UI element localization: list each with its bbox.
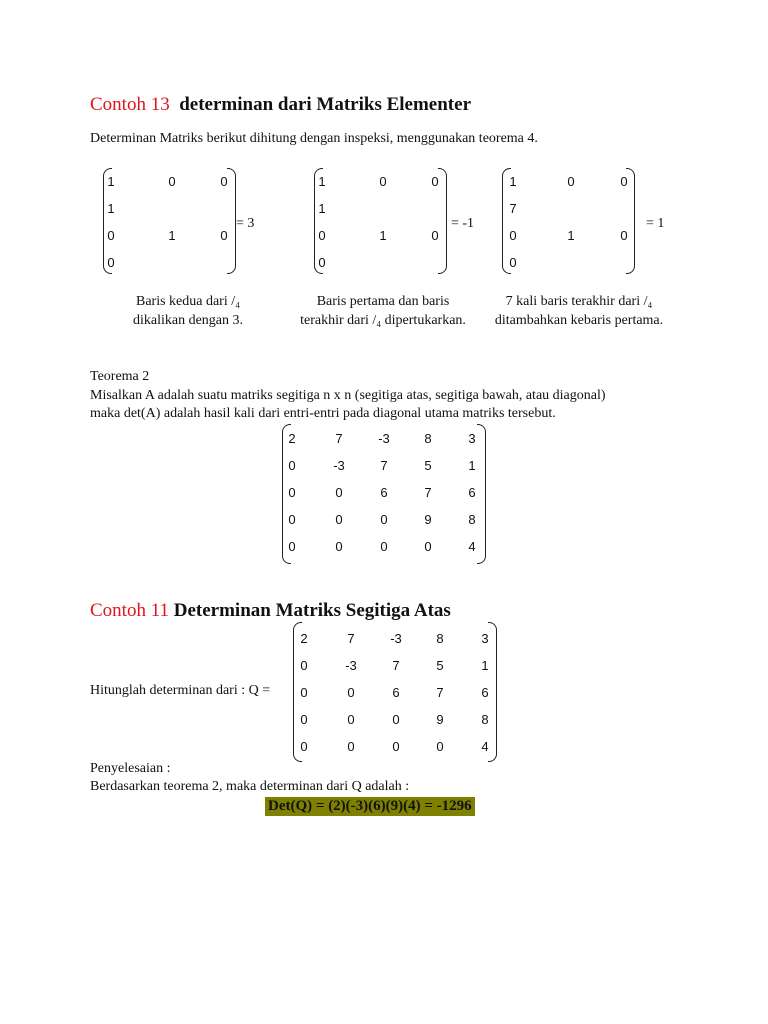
elementary-matrix-1 xyxy=(103,168,236,274)
matrix-cell: 0 xyxy=(107,228,115,243)
example11-label: Contoh 11 xyxy=(90,600,169,621)
matrix-1-caption-line2: dikalikan dengan 3. xyxy=(132,313,244,328)
matrix-2-caption-line1: Baris pertama dan baris xyxy=(316,294,450,309)
matrix-cell: 1 xyxy=(567,228,575,243)
matrix-cell: 0 xyxy=(347,685,355,700)
matrix-cell: 0 xyxy=(380,539,388,554)
matrix-cell: 7 xyxy=(347,631,355,646)
matrix-cell: 8 xyxy=(436,631,444,646)
determinant-result: Det(Q) = (2)(-3)(6)(9)(4) = -1296 xyxy=(265,797,475,816)
matrix-cell: -3 xyxy=(345,658,357,673)
matrix-cell: 5 xyxy=(436,658,444,673)
matrix-2-result: = -1 xyxy=(451,216,475,231)
matrix-cell: 7 xyxy=(392,658,400,673)
matrix-cell: 1 xyxy=(107,201,115,216)
matrix-2-caption-line2: terakhir dari /₄ dipertukarkan. xyxy=(300,313,466,328)
theorem2-line2: maka det(A) adalah hasil kali dari entri-entri pada diagonal utama matriks tersebut. xyxy=(90,406,556,421)
matrix-3-caption-line2: ditambahkan kebaris pertama. xyxy=(494,313,664,328)
matrix-cell: 1 xyxy=(168,228,176,243)
matrix-cell: 9 xyxy=(424,512,432,527)
matrix-cell: 7 xyxy=(335,431,343,446)
example13-title: determinan dari Matriks Elementer xyxy=(179,94,472,115)
matrix-3-caption xyxy=(488,292,670,330)
matrix-cell: 7 xyxy=(436,685,444,700)
matrix-cell: 0 xyxy=(436,739,444,754)
matrix-cell: 0 xyxy=(567,174,575,189)
matrix-cell: 8 xyxy=(424,431,432,446)
matrix-cell: 0 xyxy=(380,512,388,527)
matrix-cell: 0 xyxy=(509,255,517,270)
matrix-cell: 0 xyxy=(379,174,387,189)
matrix-cell: 8 xyxy=(481,712,489,727)
matrix-1-result: = 3 xyxy=(236,216,255,231)
matrix-cell: 7 xyxy=(424,485,432,500)
matrix-cell: 0 xyxy=(347,739,355,754)
matrix-cell: 0 xyxy=(168,174,176,189)
elementary-matrix-2 xyxy=(314,168,447,274)
matrix-cell: 0 xyxy=(107,255,115,270)
example11-heading xyxy=(90,600,451,622)
matrix-cell: 0 xyxy=(620,174,628,189)
matrix-cell: 0 xyxy=(220,174,228,189)
example13-label: Contoh 13 xyxy=(90,94,170,115)
matrix-cell: 6 xyxy=(481,685,489,700)
matrix-cell: 0 xyxy=(335,539,343,554)
matrix-cell: 0 xyxy=(392,739,400,754)
example11-prompt: Hitunglah determinan dari : Q = xyxy=(90,683,271,698)
matrix-cell: 3 xyxy=(468,431,476,446)
matrix-cell: 7 xyxy=(509,201,517,216)
matrix-cell: 0 xyxy=(335,512,343,527)
matrix-cell: 0 xyxy=(300,685,308,700)
matrix-cell: 6 xyxy=(392,685,400,700)
matrix-cell: 0 xyxy=(288,539,296,554)
matrix-cell: 4 xyxy=(468,539,476,554)
matrix-cell: 3 xyxy=(481,631,489,646)
matrix-cell: 0 xyxy=(424,539,432,554)
matrix-1-caption xyxy=(108,292,268,330)
matrix-cell: 1 xyxy=(107,174,115,189)
matrix-cell: 2 xyxy=(300,631,308,646)
matrix-cell: 0 xyxy=(392,712,400,727)
matrix-cell: 1 xyxy=(509,174,517,189)
matrix-cell: 1 xyxy=(468,458,476,473)
example13-heading xyxy=(90,94,471,116)
matrix-cell: -3 xyxy=(378,431,390,446)
matrix-3-caption-line1: 7 kali baris terakhir dari /₄ xyxy=(505,294,653,309)
theorem2-matrix xyxy=(282,424,486,564)
matrix-cell: 6 xyxy=(468,485,476,500)
matrix-cell: 1 xyxy=(379,228,387,243)
matrix-cell: 0 xyxy=(300,739,308,754)
matrix-1-caption-line1: Baris kedua dari /₄ xyxy=(135,294,240,309)
matrix-cell: 0 xyxy=(620,228,628,243)
matrix-cell: 0 xyxy=(335,485,343,500)
matrix-cell: 7 xyxy=(380,458,388,473)
matrix-cell: 0 xyxy=(288,512,296,527)
theorem2-line1: Misalkan A adalah suatu matriks segitiga n x n (segitiga atas, segitiga bawah, atau diagonal) xyxy=(90,388,606,403)
matrix-cell: 6 xyxy=(380,485,388,500)
matrix-cell: 0 xyxy=(318,255,326,270)
matrix-cell: 0 xyxy=(509,228,517,243)
matrix-cell: 0 xyxy=(300,712,308,727)
theorem2-title: Teorema 2 xyxy=(90,369,150,384)
example11-matrix-q xyxy=(293,622,497,762)
matrix-2-caption xyxy=(293,292,473,330)
matrix-cell: -3 xyxy=(390,631,402,646)
matrix-3-result: = 1 xyxy=(646,216,665,231)
solution-label: Penyelesaian : xyxy=(90,761,171,776)
matrix-cell: 5 xyxy=(424,458,432,473)
matrix-cell: 0 xyxy=(318,228,326,243)
matrix-cell: 0 xyxy=(347,712,355,727)
matrix-cell: 0 xyxy=(220,228,228,243)
matrix-cell: 1 xyxy=(318,201,326,216)
matrix-cell: -3 xyxy=(333,458,345,473)
matrix-cell: 0 xyxy=(300,658,308,673)
matrix-cell: 0 xyxy=(288,458,296,473)
matrix-cell: 1 xyxy=(318,174,326,189)
matrix-cell: 8 xyxy=(468,512,476,527)
elementary-matrix-3 xyxy=(502,168,635,274)
solution-text: Berdasarkan teorema 2, maka determinan dari Q adalah : xyxy=(90,779,410,794)
example11-title: Determinan Matriks Segitiga Atas xyxy=(173,600,451,621)
matrix-cell: 1 xyxy=(481,658,489,673)
matrix-cell: 2 xyxy=(288,431,296,446)
matrix-cell: 4 xyxy=(481,739,489,754)
matrix-cell: 0 xyxy=(431,174,439,189)
matrix-cell: 0 xyxy=(431,228,439,243)
matrix-cell: 0 xyxy=(288,485,296,500)
example13-intro: Determinan Matriks berikut dihitung dengan inspeksi, menggunakan teorema 4. xyxy=(90,131,538,146)
matrix-cell: 9 xyxy=(436,712,444,727)
